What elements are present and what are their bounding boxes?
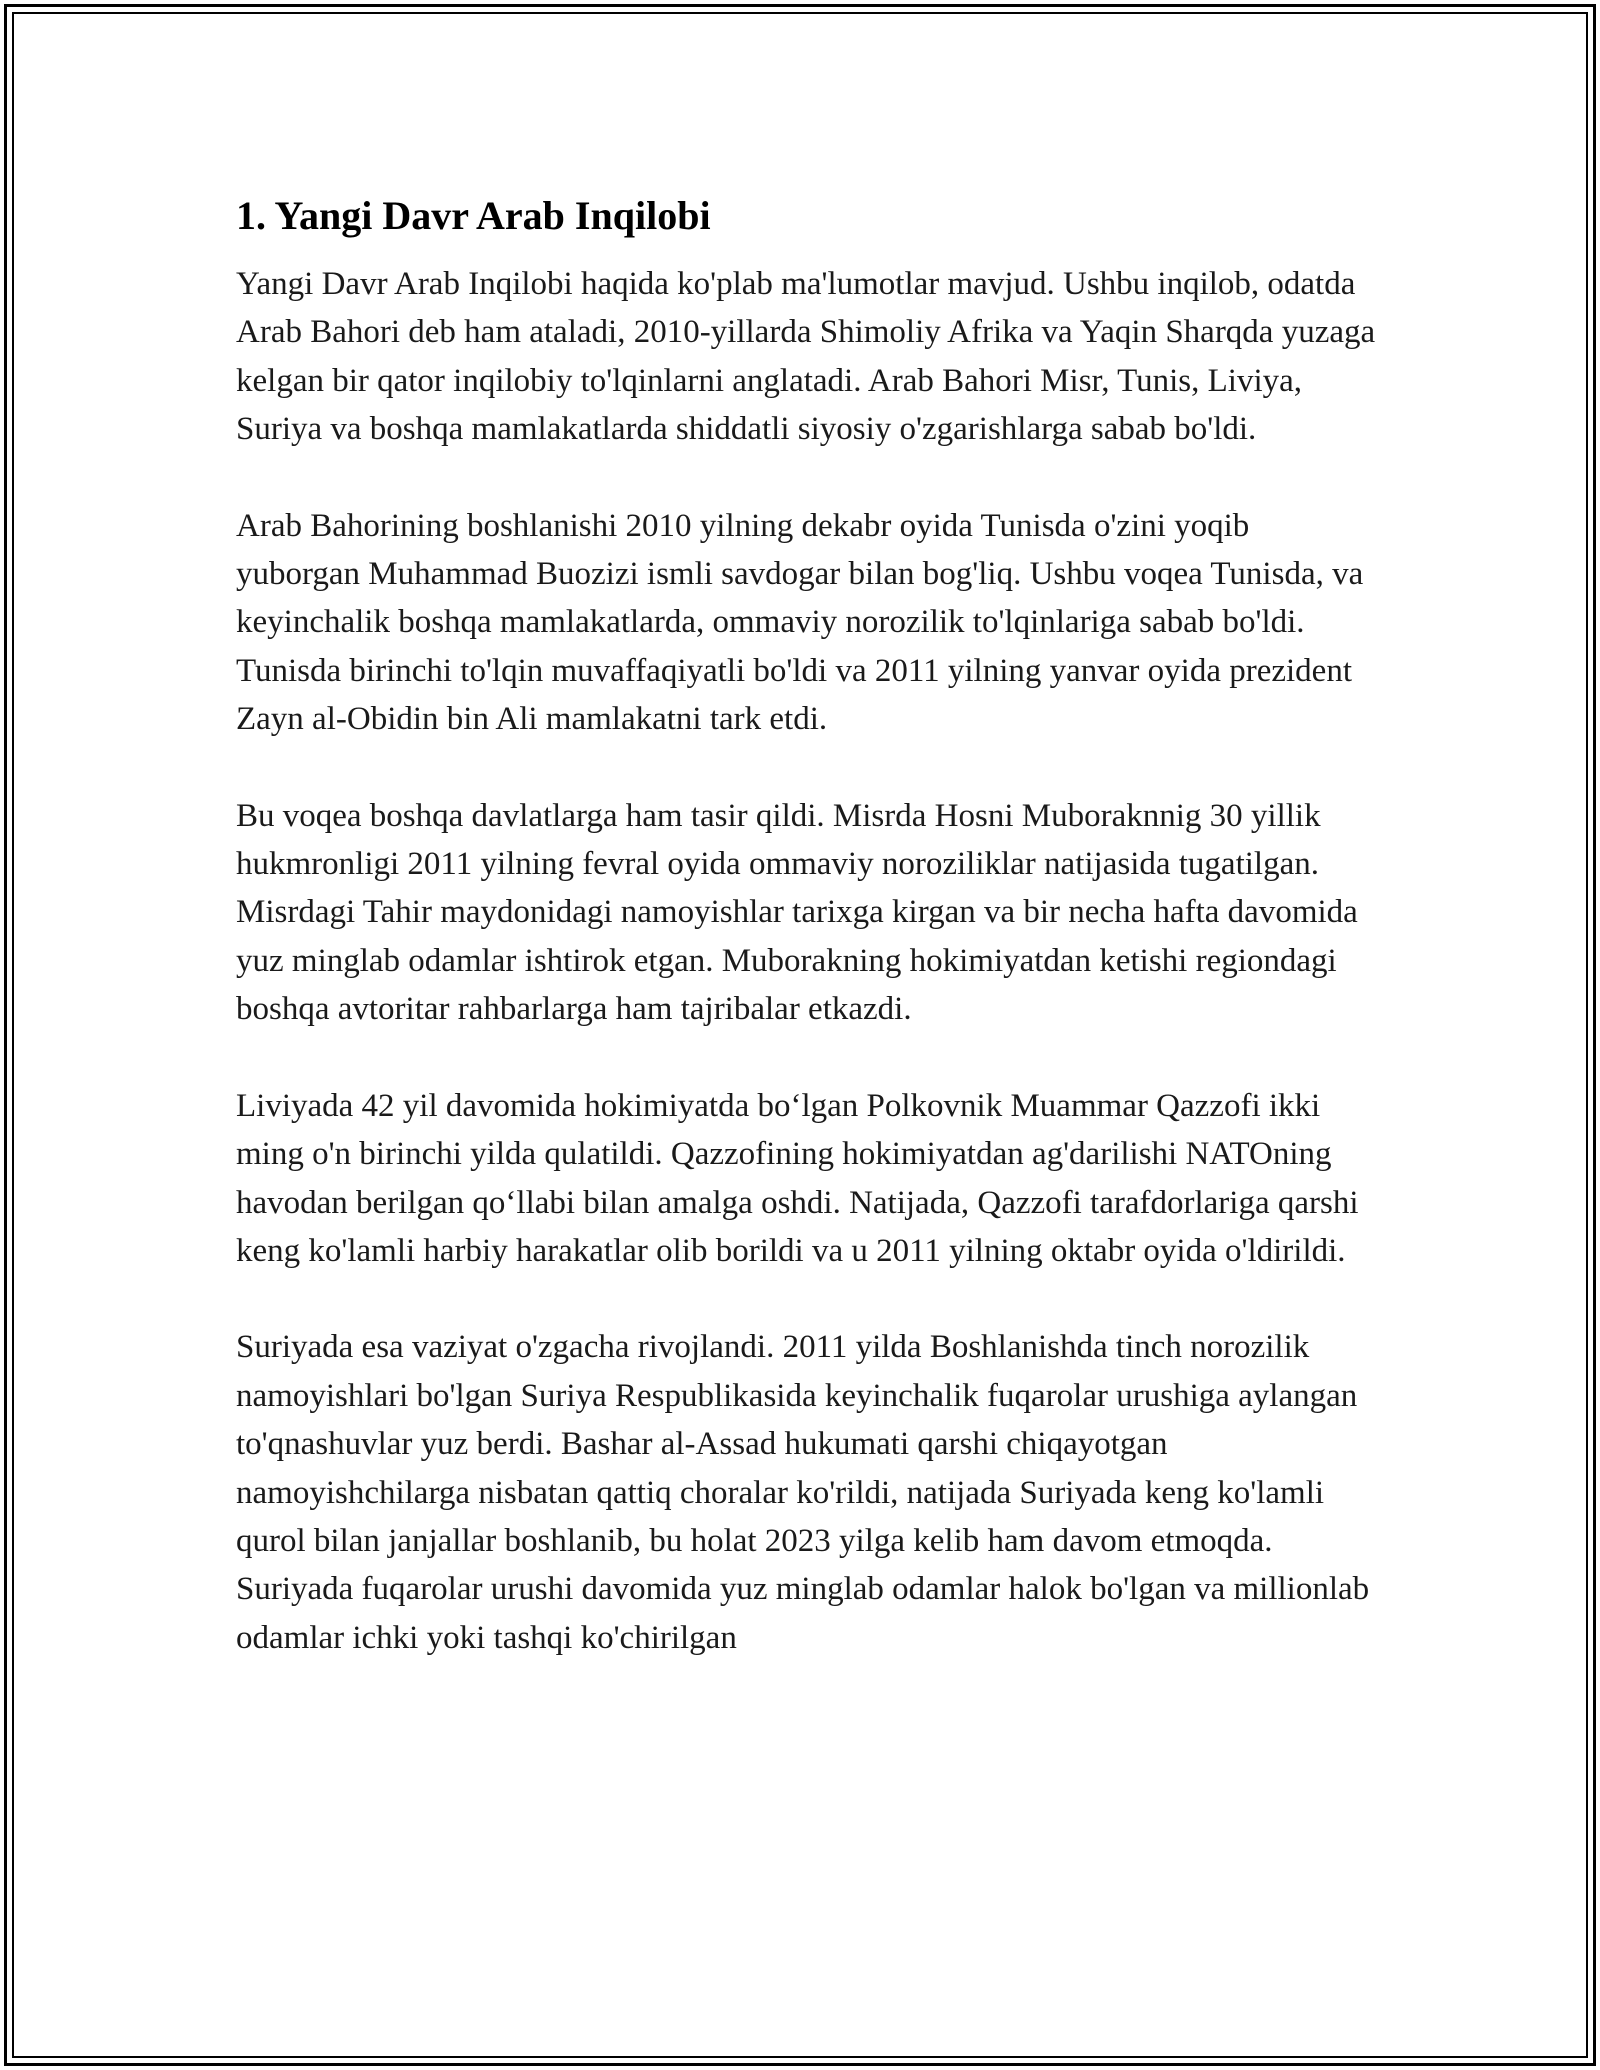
- paragraph-tunisia: Arab Bahorining boshlanishi 2010 yilning dekabr oyida Tunisda o'zini yoqib yuborgan Muhammad Buozizi ismli savdogar bilan bog'liq. Ushbu voqea Tunisda, va keyinchalik boshqa mamlakatlarda, ommaviy norozilik to'lqinlariga sabab bo'ldi. Tunisda birinchi to'lqin muvaffaqiyatli bo'ldi va 2011 yilning yanvar oyida prezident Zayn al-Obidin bin Ali mamlakatni tark etdi.: [236, 507, 1364, 738]
- paragraph-syria: Suriyada esa vaziyat o'zgacha rivojlandi. 2011 yilda Boshlanishda tinch norozilik namoyishlari bo'lgan Suriya Respublikasida keyinchalik fuqarolar urushiga aylangan to'qnashuvlar yuz berdi. Bashar al-Assad hukumati qarshi chiqayotgan namoyishchilarga nisbatan qattiq choralar ko'rildi, natijada Suriyada keng ko'lamli qurol bilan janjallar boshlanib, bu holat 2023 yilga kelib ham davom etmoqda. Suriyada fuqarolar urushi davomida yuz minglab odamlar halok bo'lgan va millionlab odamlar ichki yoki tashqi ko'chirilgan: [236, 1329, 1370, 1656]
- paragraph-egypt: Bu voqea boshqa davlatlarga ham tasir qildi. Misrda Hosni Muboraknnig 30 yillik hukmronligi 2011 yilning fevral oyida ommaviy noroziliklar natijasida tugatilgan. Misrdagi Tahir maydonidagi namoyishlar tarixga kirgan va bir necha hafta davomida yuz minglab odamlar ishtirok etgan. Muborakning hokimiyatdan ketishi regiondagi boshqa avtoritar rahbarlarga ham tajribalar etkazdi.: [236, 797, 1358, 1028]
- document-body: [236, 190, 1376, 1662]
- paragraph-arab-spring-intro: Yangi Davr Arab Inqilobi haqida ko'plab ma'lumotlar mavjud. Ushbu inqilob, odatda Arab Bahori deb ham ataladi, 2010-yillarda Shimoliy Afrika va Yaqin Sharqda yuzaga kelgan bir qator inqilobiy to'lqinlarni anglatadi. Arab Bahori Misr, Tunis, Liviya, Suriya va boshqa mamlakatlarda shiddatli siyosiy o'zgarishlarga sabab bo'ldi.: [236, 266, 1376, 448]
- paragraph-libya: Liviyada 42 yil davomida hokimiyatda bo‘lgan Polkovnik Muammar Qazzofi ikki ming o'n birinchi yilda qulatildi. Qazzofining hokimiyatdan ag'darilishi NATOning havodan berilgan qo‘llabi bilan amalga oshdi. Natijada, Qazzofi tarafdorlariga qarshi keng ko'lamli harbiy harakatlar olib borildi va u 2011 yilning oktabr oyida o'ldirildi.: [236, 1087, 1359, 1269]
- section-heading: 1. Yangi Davr Arab Inqilobi: [236, 193, 711, 238]
